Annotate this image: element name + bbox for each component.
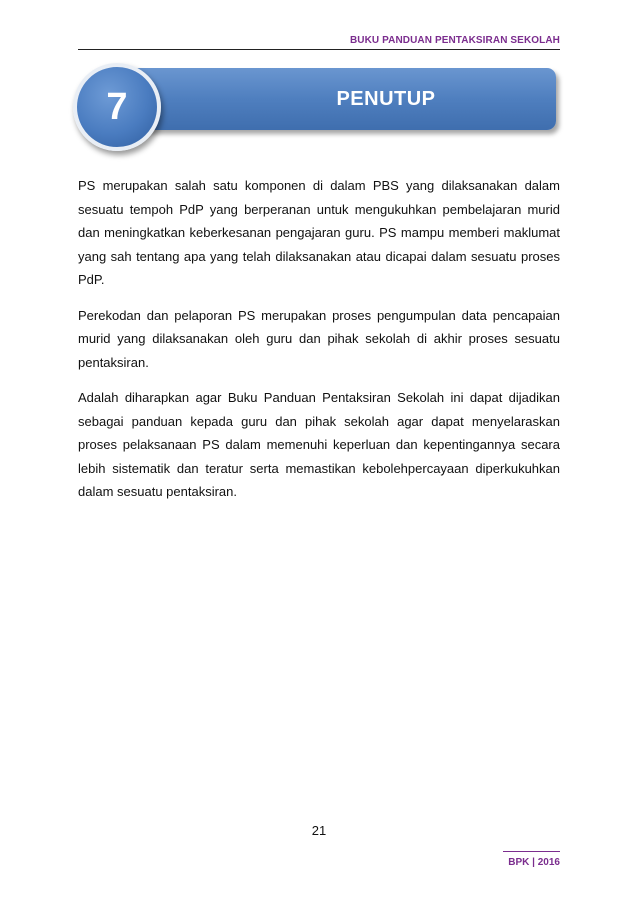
header-rule xyxy=(78,49,560,50)
footer-label: BPK | 2016 xyxy=(508,857,560,868)
body-text xyxy=(78,174,560,516)
running-header: BUKU PANDUAN PENTAKSIRAN SEKOLAH xyxy=(349,35,560,46)
chapter-number: 7 xyxy=(106,86,128,128)
paragraph: Adalah diharapkan agar Buku Panduan Pentaksiran Sekolah ini dapat dijadikan sebagai panduan kepada guru dan pihak sekolah agar dapat menyelaraskan proses pelaksanaan PS dalam memenuhi keperluan dan kepentingannya secara lebih sistematik dan teratur serta memastikan kebolehpercayaan diperkukuhkan dalam sesuatu pentaksiran. xyxy=(78,390,560,499)
chapter-banner xyxy=(96,68,556,130)
footer-rule xyxy=(503,851,560,852)
chapter-title: PENUTUP xyxy=(336,88,436,110)
paragraph: Perekodan dan pelaporan PS merupakan proses pengumpulan data pencapaian murid yang dilaksanakan oleh guru dan pihak sekolah di akhir proses sesuatu pentaksiran. xyxy=(78,307,560,370)
chapter-number-badge xyxy=(73,63,161,151)
paragraph: PS merupakan salah satu komponen di dalam PBS yang dilaksanakan dalam sesuatu tempoh PdP yang berperanan untuk mengukuhkan pembelajaran murid dan meningkatkan keberkesanan pengajaran guru. PS mampu memberi maklumat yang sah tentang apa yang telah dilaksanakan atau dicapai dalam sesuatu proses PdP. xyxy=(78,178,560,287)
page-number: 21 xyxy=(311,823,327,838)
